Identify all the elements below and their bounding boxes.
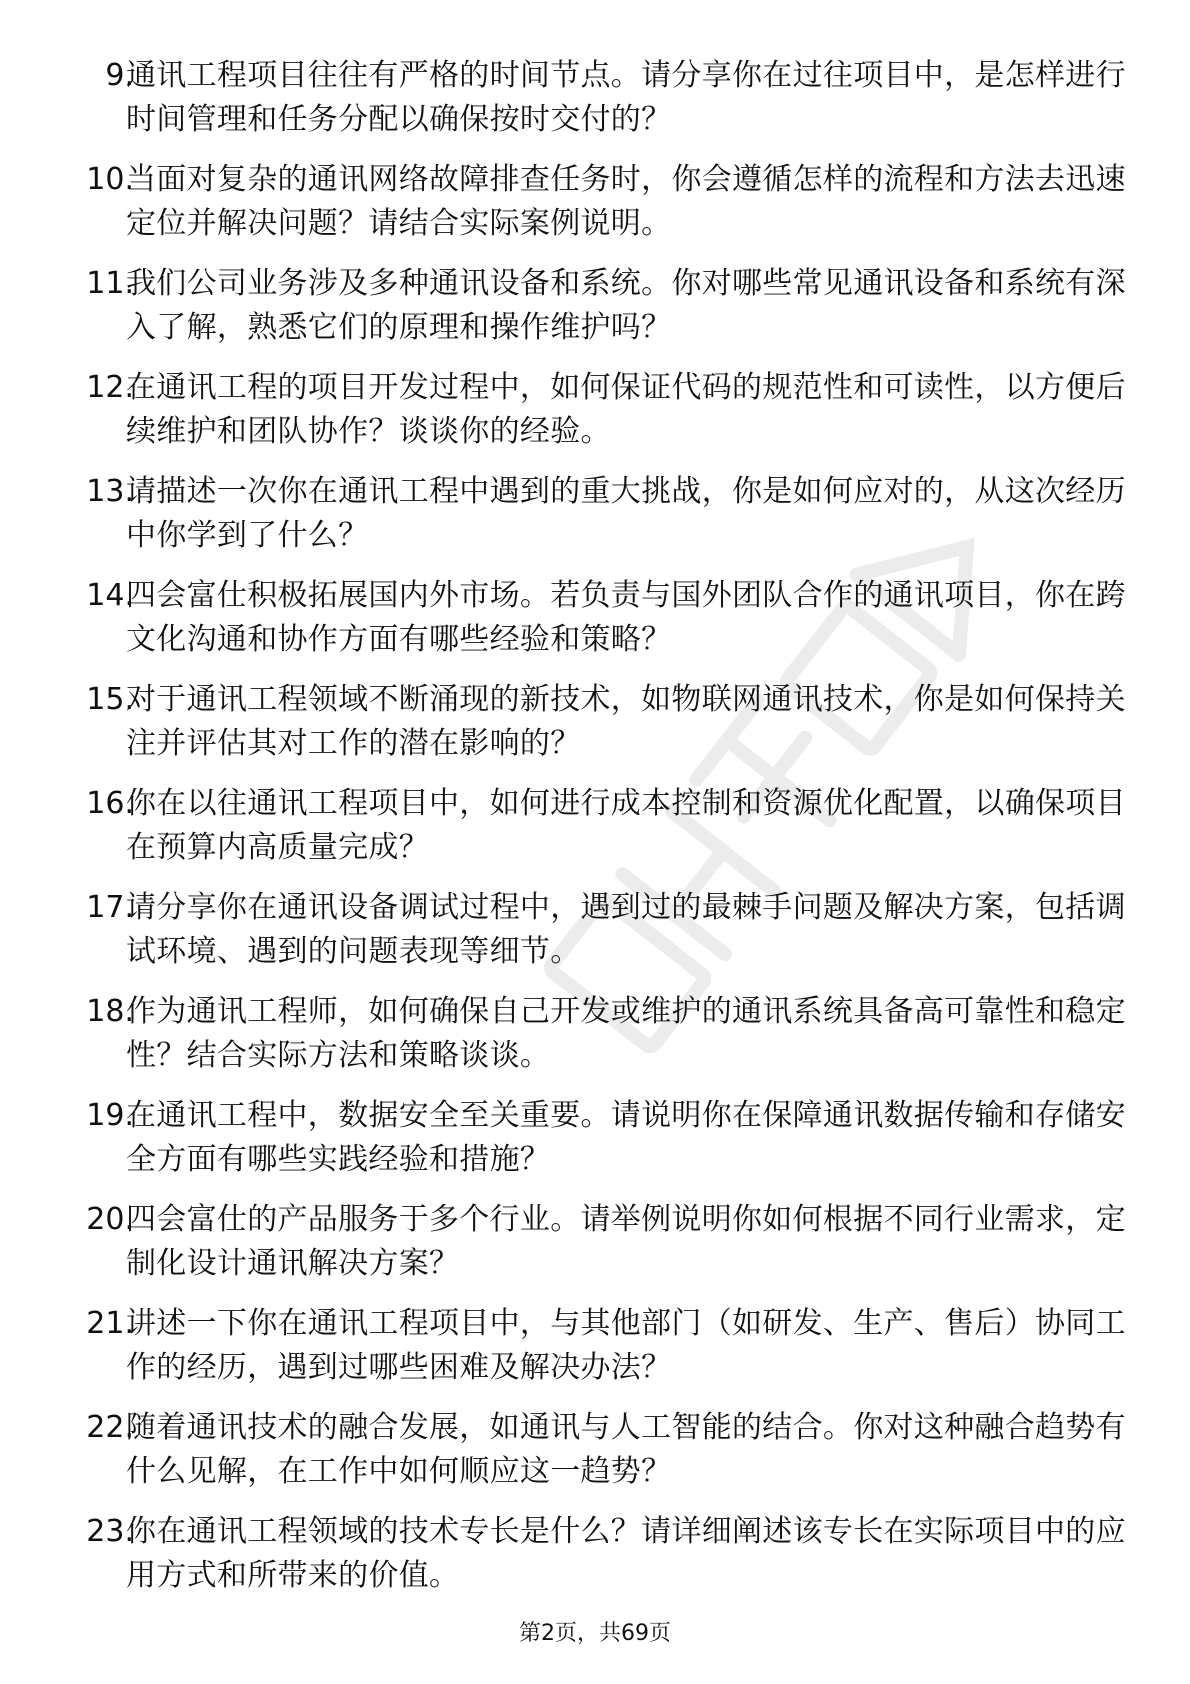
question-item xyxy=(0,1192,1190,1296)
question-number: 20. xyxy=(86,1202,134,1237)
question-item xyxy=(0,880,1190,984)
question-list xyxy=(0,48,1190,1608)
question-item xyxy=(0,1504,1190,1608)
question-text: 随着通讯技术的融合发展，如通讯与人工智能的结合。你对这种融合趋势有什么见解，在工作中如何顺应这一趋势？ xyxy=(126,1410,1126,1489)
question-text: 在通讯工程中，数据安全至关重要。请说明你在保障通讯数据传输和存储安全方面有哪些实践经验和措施？ xyxy=(126,1098,1126,1177)
question-number: 21. xyxy=(86,1306,134,1341)
question-text: 你在通讯工程领域的技术专长是什么？请详细阐述该专长在实际项目中的应用方式和所带来的价值。 xyxy=(126,1514,1126,1593)
question-item xyxy=(0,1296,1190,1400)
question-text: 对于通讯工程领域不断涌现的新技术，如物联网通讯技术，你是如何保持关注并评估其对工作的潜在影响的？ xyxy=(126,682,1126,761)
question-text: 通讯工程项目往往有严格的时间节点。请分享你在过往项目中，是怎样进行时间管理和任务分配以确保按时交付的？ xyxy=(126,58,1126,137)
question-item xyxy=(0,776,1190,880)
question-number: 9. xyxy=(105,58,134,93)
question-text: 作为通讯工程师，如何确保自己开发或维护的通讯系统具备高可靠性和稳定性？结合实际方法和策略谈谈。 xyxy=(126,994,1126,1073)
question-text: 请分享你在通讯设备调试过程中，遇到过的最棘手问题及解决方案，包括调试环境、遇到的问题表现等细节。 xyxy=(126,890,1126,969)
question-text: 我们公司业务涉及多种通讯设备和系统。你对哪些常见通讯设备和系统有深入了解，熟悉它们的原理和操作维护吗？ xyxy=(126,266,1126,345)
question-item xyxy=(0,464,1190,568)
question-item xyxy=(0,984,1190,1088)
page-number-label: 第2页，共69页 xyxy=(519,1621,671,1646)
question-item xyxy=(0,360,1190,464)
question-number: 14. xyxy=(86,578,134,613)
question-text: 你在以往通讯工程项目中，如何进行成本控制和资源优化配置，以确保项目在预算内高质量完成？ xyxy=(126,786,1126,865)
question-number: 16. xyxy=(86,786,134,821)
question-item xyxy=(0,672,1190,776)
question-text: 在通讯工程的项目开发过程中，如何保证代码的规范性和可读性，以方便后续维护和团队协作？谈谈你的经验。 xyxy=(126,370,1126,449)
question-number: 23. xyxy=(86,1514,134,1549)
question-item xyxy=(0,568,1190,672)
question-item xyxy=(0,256,1190,360)
question-number: 13. xyxy=(86,474,134,509)
question-number: 19. xyxy=(86,1098,134,1133)
question-text: 四会富仕积极拓展国内外市场。若负责与国外团队合作的通讯项目，你在跨文化沟通和协作方面有哪些经验和策略？ xyxy=(126,578,1126,657)
question-number: 22. xyxy=(86,1410,134,1445)
question-item xyxy=(0,48,1190,152)
question-text: 请描述一次你在通讯工程中遇到的重大挑战，你是如何应对的，从这次经历中你学到了什么？ xyxy=(126,474,1126,553)
question-item xyxy=(0,152,1190,256)
question-item xyxy=(0,1088,1190,1192)
question-text: 四会富仕的产品服务于多个行业。请举例说明你如何根据不同行业需求，定制化设计通讯解决方案？ xyxy=(126,1202,1126,1281)
question-number: 11. xyxy=(86,266,134,301)
question-number: 10. xyxy=(86,162,134,197)
question-text: 当面对复杂的通讯网络故障排查任务时，你会遵循怎样的流程和方法去迅速定位并解决问题？请结合实际案例说明。 xyxy=(126,162,1126,241)
question-item xyxy=(0,1400,1190,1504)
page-footer xyxy=(0,1620,1190,1648)
question-number: 15. xyxy=(86,682,134,717)
question-number: 17. xyxy=(86,890,134,925)
question-text: 讲述一下你在通讯工程项目中，与其他部门（如研发、生产、售后）协同工作的经历，遇到过哪些困难及解决办法？ xyxy=(126,1306,1126,1385)
question-number: 18. xyxy=(86,994,134,1029)
question-number: 12. xyxy=(86,370,134,405)
